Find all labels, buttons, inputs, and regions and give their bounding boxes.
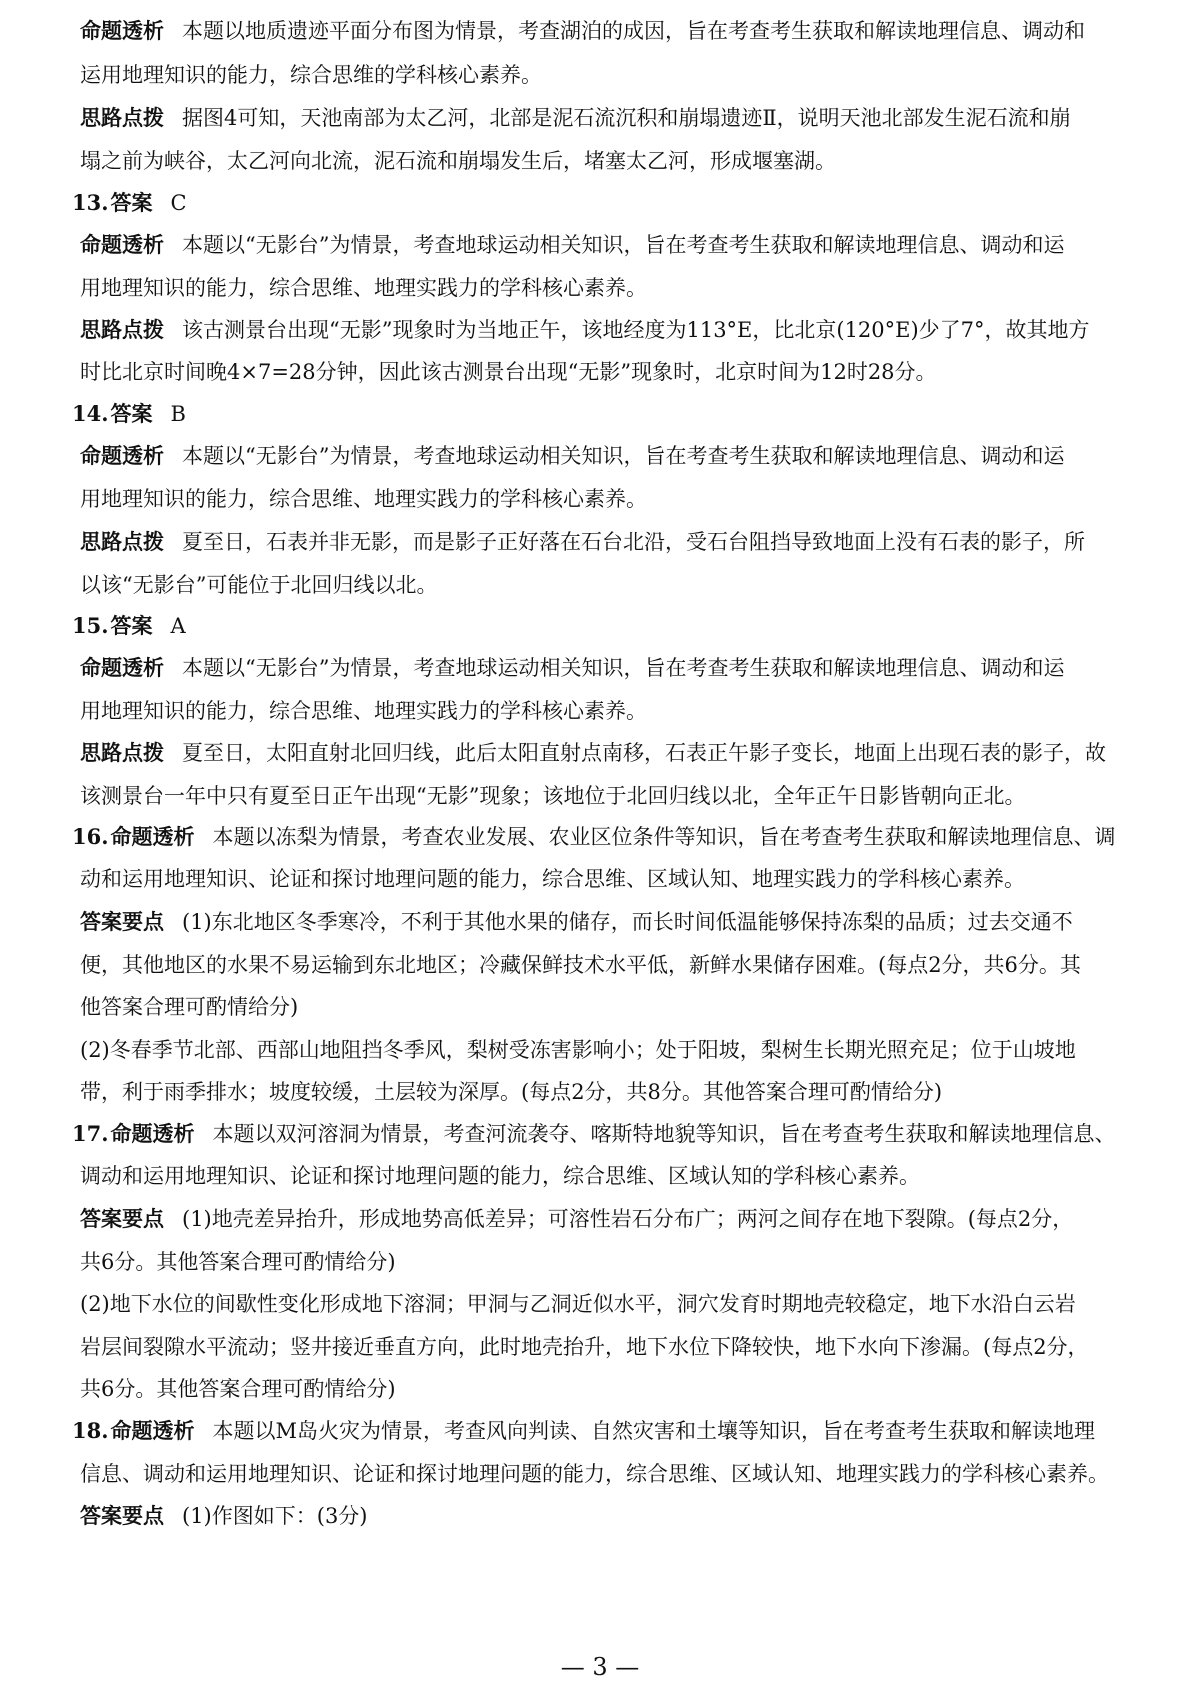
answer-label: 答案 bbox=[110, 191, 153, 215]
q13-mingti-line1 bbox=[80, 230, 1064, 260]
mingti-label: 命题透析 bbox=[80, 444, 164, 468]
q15-mingti-text1: 本题以“无影台”为情景，考查地球运动相关知识，旨在考查考生获取和解读地理信息、调动和运 bbox=[182, 656, 1065, 680]
q14-silu-line1 bbox=[80, 527, 1085, 557]
q18-yaodian-line1 bbox=[80, 1501, 368, 1531]
q14-answer-line bbox=[72, 399, 186, 429]
q12-silu-line1 bbox=[80, 103, 1071, 133]
mingti-label: 命题透析 bbox=[110, 1419, 195, 1443]
q14-answer: B bbox=[170, 402, 186, 426]
q17-mingti-line2: 调动和运用地理知识、论证和探讨地理问题的能力，综合思维、区域认知的学科核心素养。 bbox=[80, 1164, 920, 1188]
q17-mingti-line1 bbox=[72, 1119, 1116, 1149]
q14-silu-text1: 夏至日，石表并非无影，而是影子正好落在石台北沿，受石台阻挡导致地面上没有石表的影子，所 bbox=[182, 530, 1085, 554]
q18-number: 18. bbox=[72, 1418, 109, 1443]
q14-mingti-text1: 本题以“无影台”为情景，考查地球运动相关知识，旨在考查考生获取和解读地理信息、调动和运 bbox=[182, 444, 1065, 468]
q13-answer: C bbox=[170, 191, 187, 215]
q17-yaodian-line1 bbox=[80, 1204, 1073, 1234]
q15-silu-text1: 夏至日，太阳直射北回归线，此后太阳直射点南移，石表正午影子变长，地面上出现石表的影子，故 bbox=[182, 741, 1106, 765]
q15-answer-line bbox=[72, 611, 186, 641]
q12-silu-text1: 据图4可知，天池南部为太乙河，北部是泥石流沉积和崩塌遗迹Ⅱ，说明天池北部发生泥石流和崩 bbox=[182, 106, 1071, 130]
q18-mingti-line1 bbox=[72, 1416, 1095, 1446]
mingti-label: 命题透析 bbox=[80, 19, 164, 43]
q14-silu-line2: 以该“无影台”可能位于北回归线以北。 bbox=[80, 573, 438, 597]
q16-mingti-text1: 本题以冻梨为情景，考查农业发展、农业区位条件等知识，旨在考查考生获取和解读地理信息、调 bbox=[212, 825, 1116, 849]
q13-silu-line2: 时比北京时间晚4×7=28分钟，因此该古测景台出现“无影”现象时，北京时间为12时28分。 bbox=[80, 360, 937, 384]
q16-mingti-line1 bbox=[72, 822, 1116, 852]
silu-label: 思路点拨 bbox=[80, 318, 164, 342]
mingti-label: 命题透析 bbox=[80, 233, 164, 257]
q16-yaodian-text1: (1)东北地区冬季寒冷，不利于其他水果的储存，而长时间低温能够保持冻梨的品质；过去交通不 bbox=[182, 910, 1073, 934]
silu-label: 思路点拨 bbox=[80, 106, 164, 130]
q12-mingti-text1: 本题以地质遗迹平面分布图为情景，考查湖泊的成因，旨在考查考生获取和解读地理信息、调动和 bbox=[182, 19, 1085, 43]
q17-number: 17. bbox=[72, 1121, 109, 1146]
q16-yaodian-line3: 他答案合理可酌情给分) bbox=[80, 995, 299, 1019]
q18-mingti-line2: 信息、调动和运用地理知识、论证和探讨地理问题的能力，综合思维、区域认知、地理实践力的学科核心素养。 bbox=[80, 1462, 1109, 1486]
q17-yaodian-text1: (1)地壳差异抬升，形成地势高低差异；可溶性岩石分布广；两河之间存在地下裂隙。(每点2分， bbox=[182, 1207, 1074, 1231]
q16-mingti-line2: 动和运用地理知识、论证和探讨地理问题的能力，综合思维、区域认知、地理实践力的学科核心素养。 bbox=[80, 867, 1025, 891]
q17-yaodian-line2: 共6分。其他答案合理可酌情给分) bbox=[80, 1250, 396, 1274]
q16-yaodian-line2: 便，其他地区的水果不易运输到东北地区；冷藏保鲜技术水平低，新鲜水果储存困难。(每点2分，共6分。其 bbox=[80, 953, 1081, 977]
q17-mingti-text1: 本题以双河溶洞为情景，考查河流袭夺、喀斯特地貌等知识，旨在考查考生获取和解读地理信息、 bbox=[212, 1122, 1116, 1146]
q13-silu-text1: 该古测景台出现“无影”现象时为当地正午，该地经度为113°E，比北京(120°E)少了7°，故其地方 bbox=[182, 318, 1090, 342]
q17-yaodian-line3: (2)地下水位的间歇性变化形成地下溶洞；甲洞与乙洞近似水平，洞穴发育时期地壳较稳定，地下水沿白云岩 bbox=[80, 1292, 1076, 1316]
yaodian-label: 答案要点 bbox=[80, 1207, 164, 1231]
q17-yaodian-line5: 共6分。其他答案合理可酌情给分) bbox=[80, 1377, 396, 1401]
q13-silu-line1 bbox=[80, 315, 1090, 345]
silu-label: 思路点拨 bbox=[80, 530, 164, 554]
q15-number: 15. bbox=[72, 613, 109, 638]
q13-mingti-text1: 本题以“无影台”为情景，考查地球运动相关知识，旨在考查考生获取和解读地理信息、调动和运 bbox=[182, 233, 1065, 257]
q15-mingti-line2: 用地理知识的能力，综合思维、地理实践力的学科核心素养。 bbox=[80, 699, 647, 723]
q15-silu-line1 bbox=[80, 738, 1106, 768]
q16-yaodian-line5: 带，利于雨季排水；坡度较缓，土层较为深厚。(每点2分，共8分。其他答案合理可酌情给分) bbox=[80, 1080, 943, 1104]
answer-label: 答案 bbox=[110, 614, 153, 638]
q12-mingti-line2: 运用地理知识的能力，综合思维的学科核心素养。 bbox=[80, 63, 542, 87]
q14-mingti-line1 bbox=[80, 441, 1064, 471]
yaodian-label: 答案要点 bbox=[80, 1504, 164, 1528]
q13-answer-line bbox=[72, 188, 187, 218]
q12-mingti-line1 bbox=[80, 16, 1085, 46]
q14-number: 14. bbox=[72, 401, 109, 426]
q15-silu-line2: 该测景台一年中只有夏至日正午出现“无影”现象；该地位于北回归线以北，全年正午日影皆朝向正北。 bbox=[80, 784, 1026, 808]
q16-yaodian-line1 bbox=[80, 907, 1073, 937]
q16-yaodian-line4: (2)冬春季节北部、西部山地阻挡冬季风，梨树受冻害影响小；处于阳坡，梨树生长期光照充足；位于山坡地 bbox=[80, 1038, 1076, 1062]
q18-yaodian-text1: (1)作图如下：(3分) bbox=[182, 1504, 368, 1528]
silu-label: 思路点拨 bbox=[80, 741, 164, 765]
q17-yaodian-line4: 岩层间裂隙水平流动；竖井接近垂直方向，此时地壳抬升，地下水位下降较快，地下水向下渗漏。(每点2分， bbox=[80, 1335, 1089, 1359]
page-number: — 3 — bbox=[560, 1653, 640, 1681]
q18-mingti-text1: 本题以M岛火灾为情景，考查风向判读、自然灾害和土壤等知识，旨在考查考生获取和解读地理 bbox=[212, 1419, 1096, 1443]
q13-number: 13. bbox=[72, 190, 109, 215]
q15-mingti-line1 bbox=[80, 653, 1064, 683]
mingti-label: 命题透析 bbox=[110, 825, 195, 849]
answer-label: 答案 bbox=[110, 402, 153, 426]
q12-silu-line2: 塌之前为峡谷，太乙河向北流，泥石流和崩塌发生后，堵塞太乙河，形成堰塞湖。 bbox=[80, 149, 836, 173]
mingti-label: 命题透析 bbox=[110, 1122, 195, 1146]
yaodian-label: 答案要点 bbox=[80, 910, 164, 934]
q16-number: 16. bbox=[72, 824, 109, 849]
mingti-label: 命题透析 bbox=[80, 656, 164, 680]
q13-mingti-line2: 用地理知识的能力，综合思维、地理实践力的学科核心素养。 bbox=[80, 276, 647, 300]
q15-answer: A bbox=[170, 614, 186, 638]
q14-mingti-line2: 用地理知识的能力，综合思维、地理实践力的学科核心素养。 bbox=[80, 487, 647, 511]
